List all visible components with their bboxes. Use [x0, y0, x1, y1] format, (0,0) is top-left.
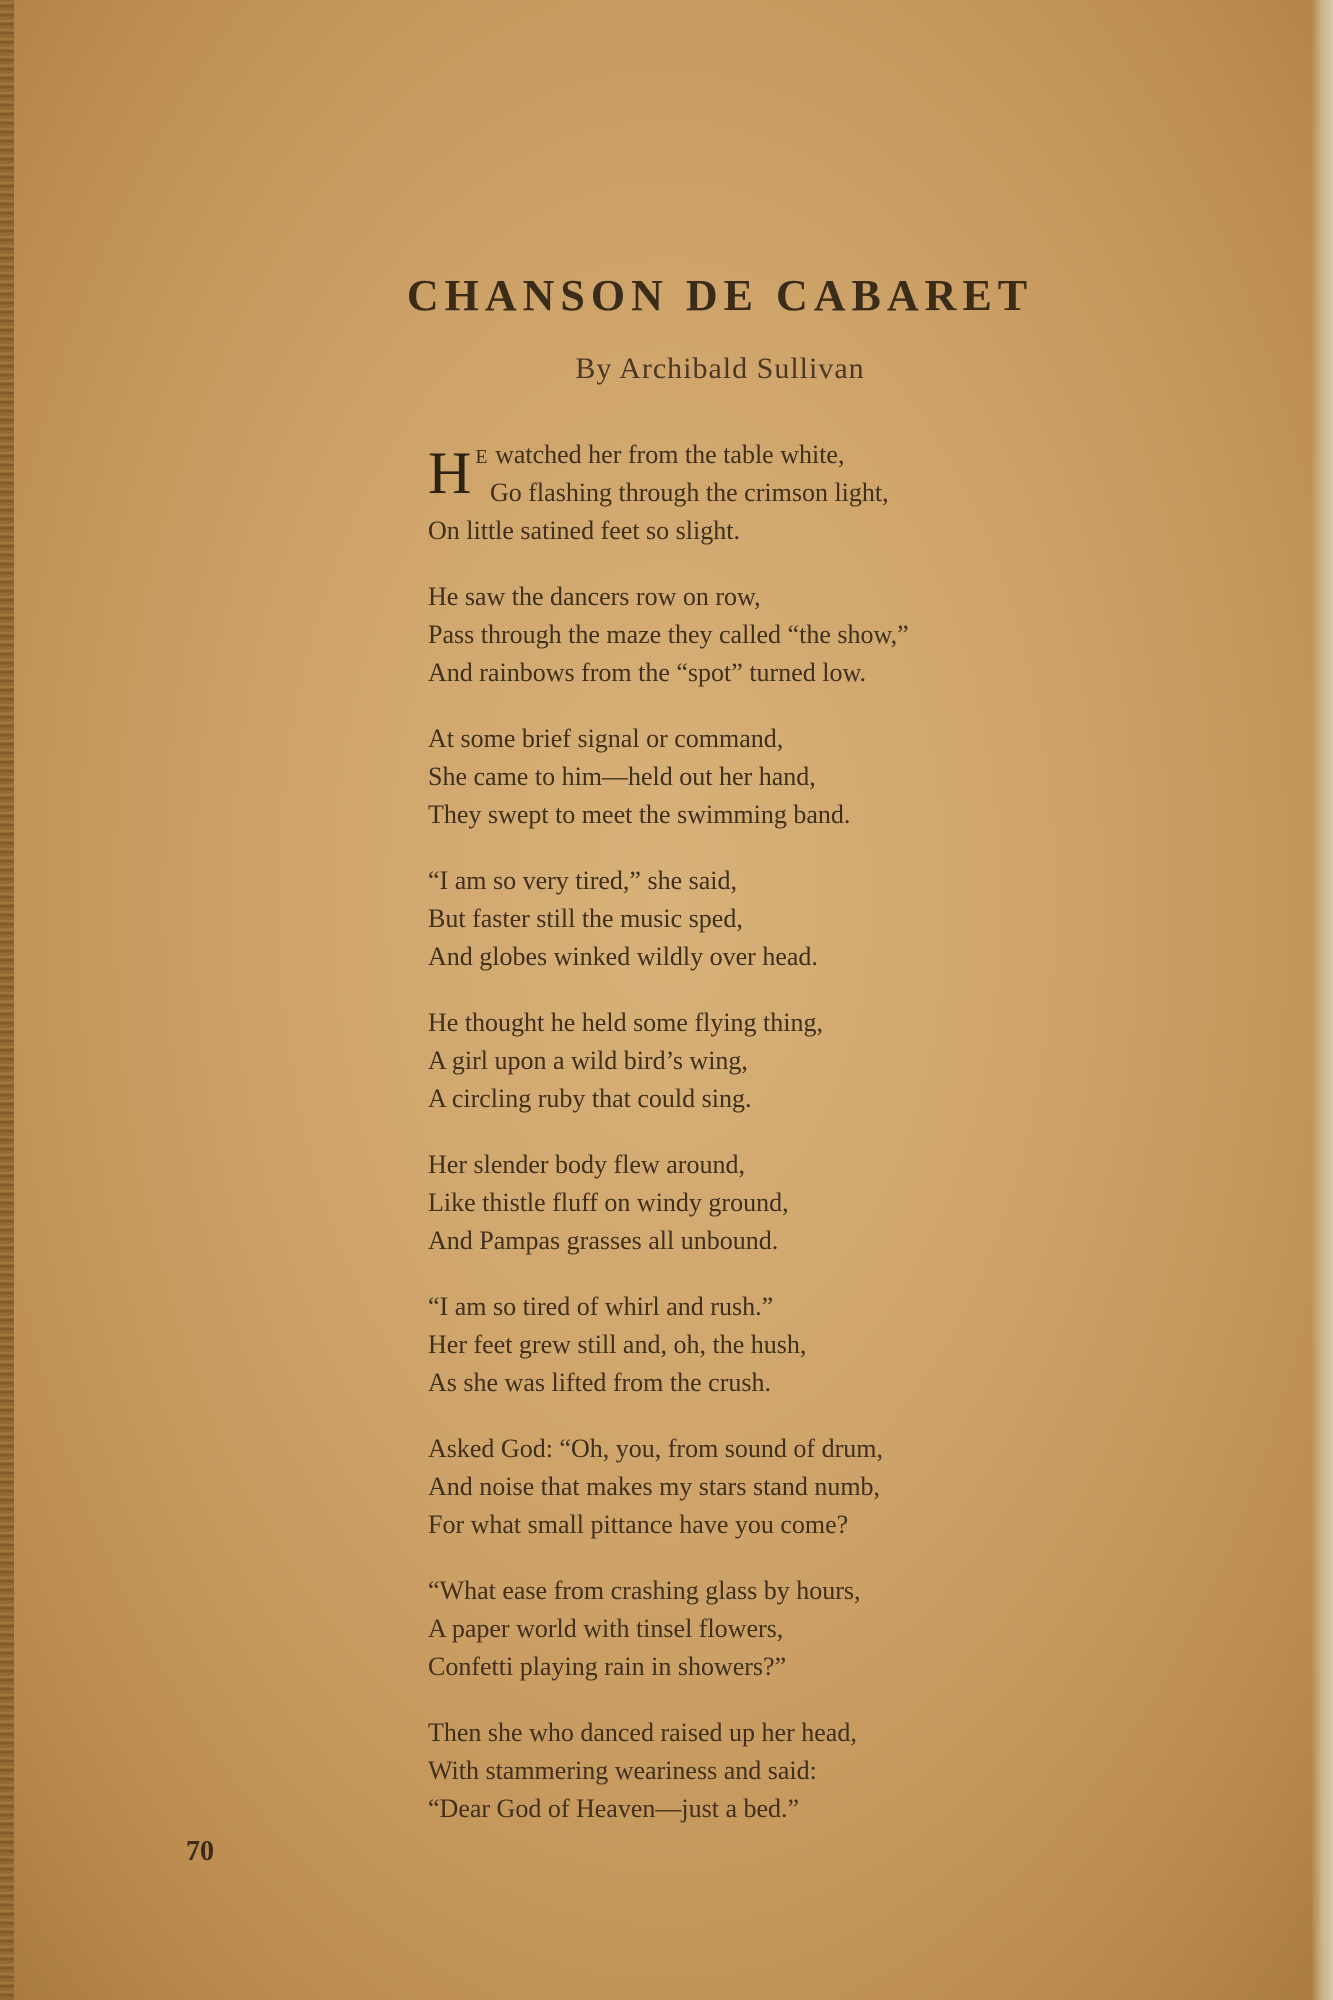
- stanza-9: [428, 1572, 1048, 1686]
- poem-line: Her feet grew still and, oh, the hush,: [428, 1330, 807, 1359]
- poem-line: He thought he held some flying thing,: [428, 1008, 824, 1037]
- stanza-7: [428, 1288, 1048, 1402]
- poem-line: Asked God: “Oh, you, from sound of drum,: [428, 1434, 883, 1463]
- poem-line: They swept to meet the swimming band.: [428, 800, 851, 829]
- poem-line: A circling ruby that could sing.: [428, 1084, 752, 1113]
- poem-line: “I am so tired of whirl and rush.”: [428, 1292, 774, 1321]
- poem-body: [428, 436, 1048, 1856]
- poem-title: CHANSON DE CABARET: [406, 271, 1034, 320]
- drop-cap: H: [428, 440, 472, 506]
- stanza-3: [428, 720, 1048, 834]
- stanza-2: [428, 578, 1048, 692]
- poem-line: “I am so very tired,” she said,: [428, 866, 738, 895]
- poem-line: Her slender body flew around,: [428, 1150, 745, 1179]
- poem-line: Pass through the maze they called “the show,”: [428, 620, 909, 649]
- poem-line: Go flashing through the crimson light,: [490, 478, 889, 507]
- poem-line-text: watched her from the table white,: [488, 440, 845, 469]
- poem-line: A girl upon a wild bird’s wing,: [428, 1046, 748, 1075]
- stanza-5: [428, 1004, 1048, 1118]
- poem-line: With stammering weariness and said:: [428, 1756, 817, 1785]
- stanza-4: [428, 862, 1048, 976]
- poem-line: Then she who danced raised up her head,: [428, 1718, 857, 1747]
- poem-line: She came to him—held out her hand,: [428, 762, 816, 791]
- page-number: 70: [186, 1836, 214, 1867]
- binding-edge: [0, 0, 14, 2000]
- stanza-1: [428, 436, 1048, 550]
- poem-line: And Pampas grasses all unbound.: [428, 1226, 779, 1255]
- poem-line: But faster still the music sped,: [428, 904, 743, 933]
- poem-line: And rainbows from the “spot” turned low.: [428, 658, 867, 687]
- poem-line: “Dear God of Heaven—just a bed.”: [428, 1794, 800, 1823]
- poem-line: As she was lifted from the crush.: [428, 1368, 771, 1397]
- poem-line: And noise that makes my stars stand numb,: [428, 1472, 881, 1501]
- stanza-8: [428, 1430, 1048, 1544]
- poem-line: On little satined feet so slight.: [428, 516, 740, 545]
- page-edge: [1311, 0, 1333, 2000]
- poem-line: Like thistle fluff on windy ground,: [428, 1188, 789, 1217]
- poem-line: Confetti playing rain in showers?”: [428, 1652, 787, 1681]
- stanza-10: [428, 1714, 1048, 1828]
- poem-byline: By Archibald Sullivan: [575, 352, 865, 385]
- poem-line: “What ease from crashing glass by hours,: [428, 1576, 861, 1605]
- poem-line: For what small pittance have you come?: [428, 1510, 849, 1539]
- poem-line: And globes winked wildly over head.: [428, 942, 818, 971]
- stanza-6: [428, 1146, 1048, 1260]
- poem-line: At some brief signal or command,: [428, 724, 784, 753]
- first-word-rest: E: [475, 446, 489, 468]
- poem-line: A paper world with tinsel flowers,: [428, 1614, 784, 1643]
- poem-line: He saw the dancers row on row,: [428, 582, 761, 611]
